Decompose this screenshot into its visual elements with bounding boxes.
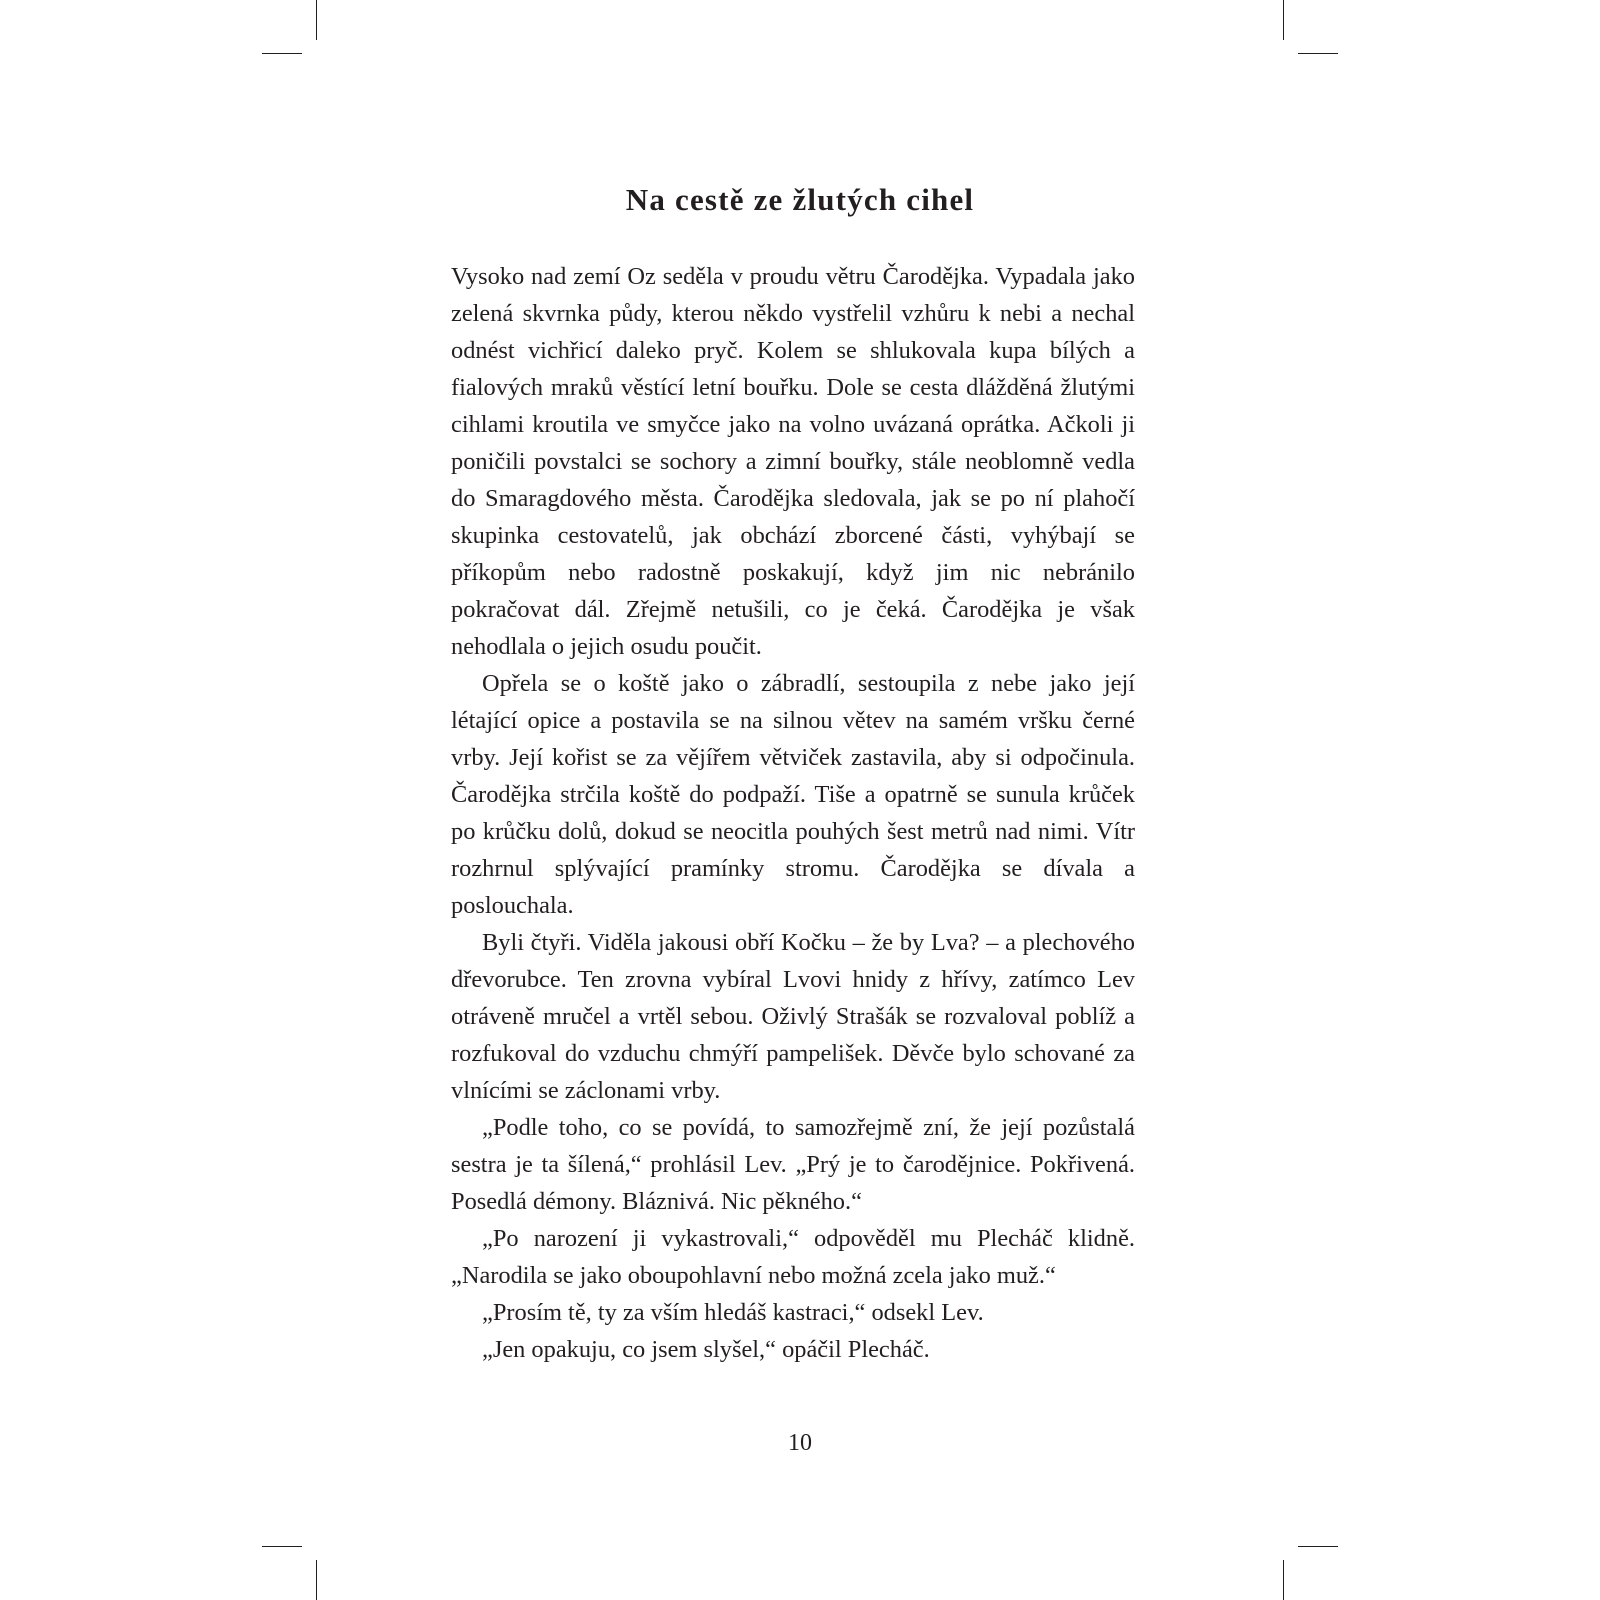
crop-mark-bottom-left-vertical [316, 1560, 317, 1600]
paragraph-7: „Jen opakuju, co jsem slyšel,“ opáčil Plecháč. [482, 1336, 930, 1363]
crop-mark-bottom-right-vertical [1283, 1560, 1284, 1600]
paragraph-4: „Podle toho, co se povídá, to samozřejmě zní, že její pozůstalá sestra je ta šílená,“ prohlásil Lev. „Prý je to čarodějnice. Pokřivená. Posedlá démony. Bláznivá. Nic pěkného.“ [451, 1114, 1135, 1215]
crop-mark-top-left-vertical [316, 0, 317, 40]
page-number: 10 [788, 1430, 812, 1456]
crop-mark-top-right-vertical [1283, 0, 1284, 40]
crop-mark-top-right-horizontal [1298, 53, 1338, 54]
crop-mark-bottom-left-horizontal [262, 1546, 302, 1547]
crop-mark-bottom-right-horizontal [1298, 1546, 1338, 1547]
paragraph-1: Vysoko nad zemí Oz seděla v proudu větru Čarodějka. Vypadala jako zelená skvrnka půdy, kterou někdo vystřelil vzhůru k nebi a nechal odnést vichřicí daleko pryč. Kolem se shlukovala kupa bílých a fialových mraků věstící letní bouřku. Dole se cesta dlážděná žlutými cihlami kroutila ve smyčce jako na volno uvázaná oprátka. Ačkoli ji poničili povstalci se sochory a zimní bouřky, stále neoblomně vedla do Smaragdového města. Čarodějka sledovala, jak se po ní plahočí skupinka cestovatelů, jak obchází zborcené části, vyhýbají se příkopům nebo radostně poskakují, když jim nic nebránilo pokračovat dál. Zřejmě netušili, co je čeká. Čarodějka je však nehodlala o jejich osudu poučit. [451, 263, 1135, 660]
paragraph-3: Byli čtyři. Viděla jakousi obří Kočku – že by Lva? – a plechového dřevorubce. Ten zrovna vybíral Lvovi hnidy z hřívy, zatímco Lev otráveně mručel a vrtěl sebou. Oživlý Strašák se rozvaloval poblíž a rozfukoval do vzduchu chmýří pampelišek. Děvče bylo schované za vlnícími se záclonami vrby. [451, 929, 1135, 1104]
chapter-title: Na cestě ze žlutých cihel [625, 182, 975, 217]
body-text [451, 258, 1135, 1368]
crop-mark-top-left-horizontal [262, 53, 302, 54]
paragraph-5: „Po narození ji vykastrovali,“ odpověděl mu Plecháč klidně. „Narodila se jako oboupohlavní nebo možná zcela jako muž.“ [451, 1225, 1135, 1289]
paragraph-6: „Prosím tě, ty za vším hledáš kastraci,“ odsekl Lev. [482, 1299, 984, 1326]
paragraph-2: Opřela se o koště jako o zábradlí, sestoupila z nebe jako její létající opice a postavila se na silnou větev na samém vršku černé vrby. Její kořist se za vějířem větviček zastavila, aby si odpočinula. Čarodějka strčila koště do podpaží. Tiše a opatrně se sunula krůček po krůčku dolů, dokud se neocitla pouhých šest metrů nad nimi. Vítr rozhrnul splývající pramínky stromu. Čarodějka se dívala a poslouchala. [451, 670, 1135, 919]
